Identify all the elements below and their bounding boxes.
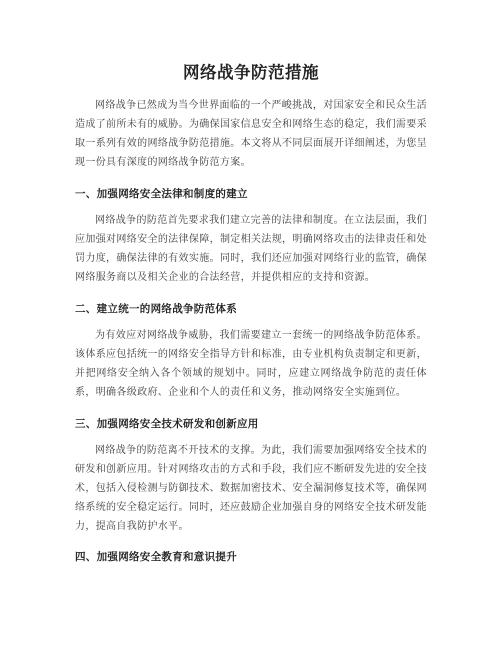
section-1-block [75,211,427,287]
document-title: 网络战争防范措施 [183,63,319,82]
section-2-paragraph: 为有效应对网络战争威胁，我们需要建立一套统一的网络战争防范体系。该体系应包括统一的网络安全指导方针和标准，由专业机构负责制定和更新，并把网络安全纳入各个领域的规划中。同时，应建立网络战争防范的责任体系，明确各级政府、企业和个人的责任和义务，推动网络安全实施到位。 [75,330,427,398]
intro-block [75,96,427,172]
intro-paragraph: 网络战争已然成为当今世界面临的一个严峻挑战，对国家安全和民众生活造成了前所未有的威胁。为确保国家信息安全和网络生态的稳定，我们需要采取一系列有效的网络战争防范措施。本文将从不同层面展开详细阐述，为您呈现一份具有深度的网络战争防范方案。 [75,100,427,168]
section-1-paragraph: 网络战争的防范首先要求我们建立完善的法律和制度。在立法层面，我们应加强对网络安全的法律保障，制定相关法规，明确网络攻击的法律责任和处罚力度，确保法律的有效实施。同时，我们还应加强对网络行业的监管，确保网络服务商以及相关企业的合法经营，并提供相应的支持和资源。 [75,215,427,283]
section-3-heading: 三、加强网络安全技术研发和创新应用 [75,418,259,430]
section-3-paragraph: 网络战争的防范离不开技术的支撑。为此，我们需要加强网络安全技术的研发和创新应用。针对网络攻击的方式和手段，我们应不断研发先进的安全技术，包括入侵检测与防御技术、数据加密技术、安全漏洞修复技术等，确保网络系统的安全稳定运行。同时，还应鼓励企业加强自身的网络安全技术研发能力，提高自我防护水平。 [75,445,427,532]
section-4-heading: 四、加强网络安全教育和意识提升 [75,551,237,563]
section-2-heading: 二、建立统一的网络战争防范体系 [75,303,237,315]
section-1-heading: 一、加强网络安全法律和制度的建立 [75,188,248,200]
section-3-block [75,441,427,536]
section-2-block [75,326,427,402]
